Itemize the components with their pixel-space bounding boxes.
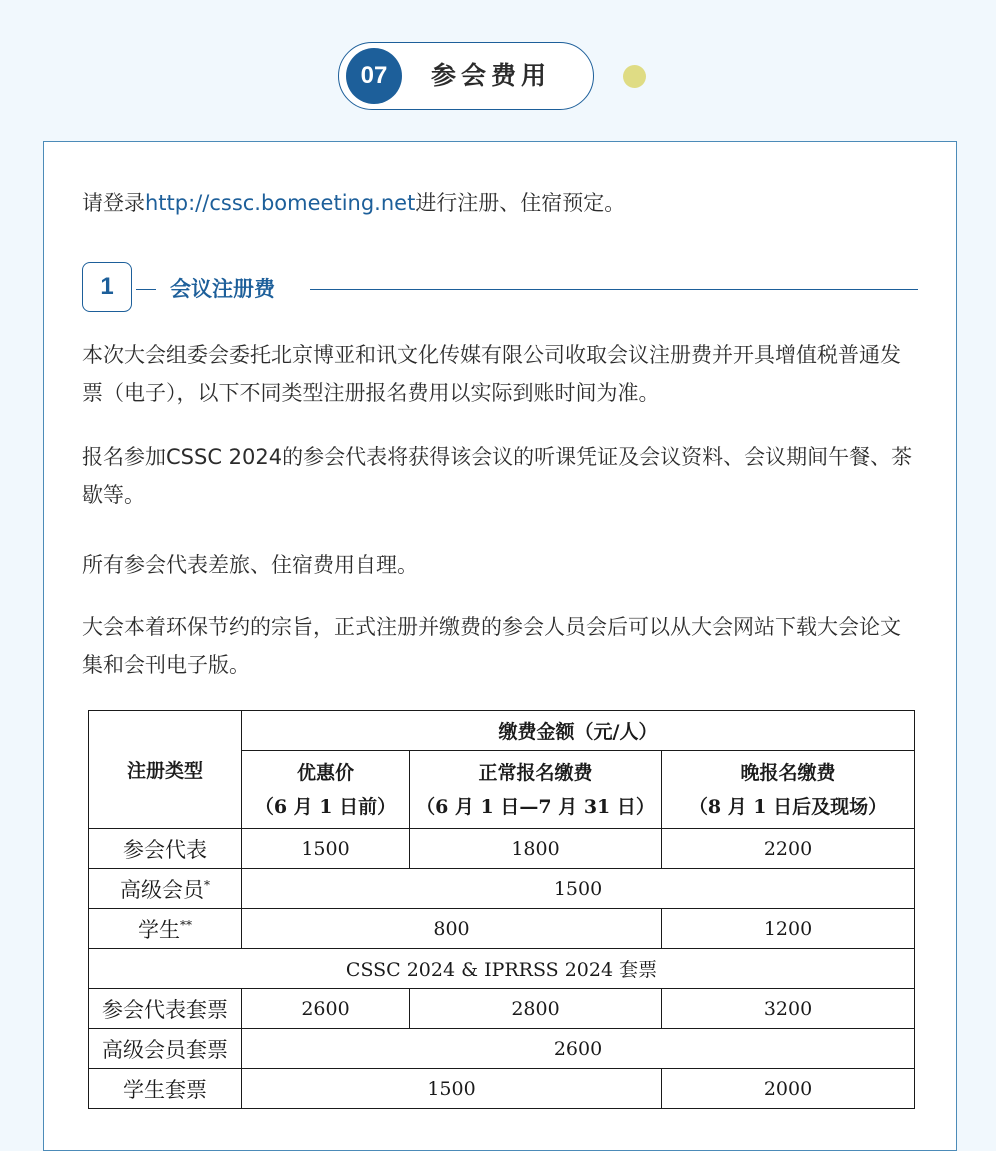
paragraph-benefits: 报名参加CSSC 2024的参会代表将获得该会议的听课凭证及会议资料、会议期间午餐、茶歇等。	[82, 445, 913, 507]
table-row	[89, 1069, 915, 1109]
paragraph-proceedings: 大会本着环保节约的宗旨，正式注册并缴费的参会人员会后可以从大会网站下载大会论文集和会刊电子版。	[82, 615, 901, 677]
subsection-title: 会议注册费	[170, 277, 275, 301]
decorative-dot	[623, 65, 646, 88]
fee-cell: 1800	[410, 829, 662, 869]
row-label-cell	[89, 909, 242, 949]
fee-cell: 1500	[242, 829, 410, 869]
subsection-header	[82, 262, 918, 316]
subsection-rule	[310, 289, 918, 290]
row-label: 学生套票	[89, 1069, 242, 1109]
fee-cell: 2600	[242, 1029, 915, 1069]
fee-cell: 2200	[662, 829, 915, 869]
column-header-late	[662, 751, 915, 829]
table-row	[89, 909, 915, 949]
fee-cell: 2800	[410, 989, 662, 1029]
row-label: 学生	[138, 917, 180, 942]
fee-cell: 2000	[662, 1069, 915, 1109]
footnote-mark: **	[180, 917, 192, 932]
row-label: 高级会员套票	[89, 1029, 242, 1069]
paragraph-invoice: 本次大会组委会委托北京博亚和讯文化传媒有限公司收取会议注册费并开具增值税普通发票（电子），以下不同类型注册报名费用以实际到账时间为准。	[82, 343, 901, 405]
section-number-badge: 07	[346, 48, 402, 104]
subsection-dash	[136, 289, 156, 290]
footnote-mark: *	[204, 877, 210, 892]
fee-cell: 2600	[242, 989, 410, 1029]
column-name: 优惠价	[296, 761, 354, 784]
fee-cell: 3200	[662, 989, 915, 1029]
paragraph-expenses: 所有参会代表差旅、住宿费用自理。	[82, 553, 418, 577]
package-title: CSSC 2024 & IPRRSS 2024 套票	[89, 949, 915, 989]
column-header-normal	[410, 751, 662, 829]
registration-link[interactable]: http://cssc.bomeeting.net	[145, 191, 416, 215]
table-row	[89, 711, 915, 751]
fee-cell: 800	[242, 909, 662, 949]
column-period: （8 月 1 日后及现场）	[688, 795, 888, 818]
table-row	[89, 1029, 915, 1069]
content-box	[43, 141, 957, 1151]
row-label: 参会代表套票	[89, 989, 242, 1029]
row-label: 高级会员	[120, 877, 204, 902]
registration-intro	[82, 184, 625, 222]
column-header-early	[242, 751, 410, 829]
table-row	[89, 989, 915, 1029]
fee-cell: 1500	[242, 869, 915, 909]
intro-prefix: 请登录	[82, 191, 145, 215]
fee-table	[88, 710, 915, 1109]
column-period: （6 月 1 日—7 月 31 日）	[416, 795, 655, 818]
column-name: 正常报名缴费	[478, 761, 593, 784]
amount-header: 缴费金额（元/人）	[242, 711, 915, 751]
table-row	[89, 829, 915, 869]
column-name: 晚报名缴费	[740, 761, 836, 784]
fee-cell: 1500	[242, 1069, 662, 1109]
table-row	[89, 869, 915, 909]
intro-suffix: 进行注册、住宿预定。	[415, 191, 626, 215]
section-title: 参会费用	[431, 61, 552, 90]
column-period: （6 月 1 日前）	[254, 795, 397, 818]
row-label-cell	[89, 869, 242, 909]
type-header: 注册类型	[89, 711, 242, 829]
subsection-number: 1	[82, 262, 132, 312]
fee-cell: 1200	[662, 909, 915, 949]
row-label: 参会代表	[89, 829, 242, 869]
table-row	[89, 949, 915, 989]
section-header	[338, 42, 594, 110]
